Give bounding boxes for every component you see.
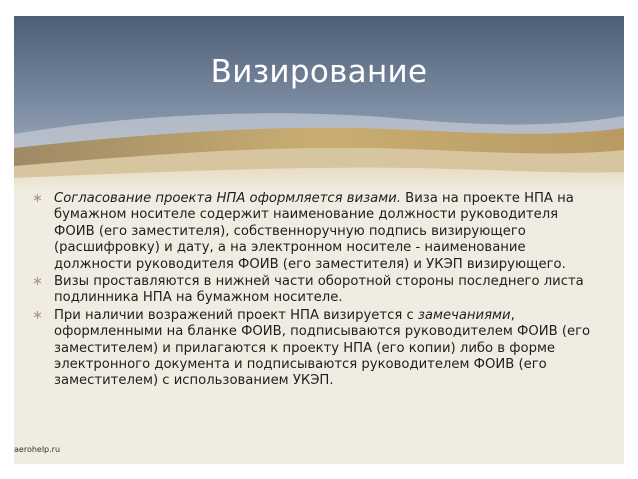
bullet-text: Виза на проекте НПА на бумажном носителе содержит наименование должности руководителя ФОИВ (его заместителя), собственноручную подпись визирующего (расшифровку) и дату, а на электронном носителе - наименование должности руководителя ФОИВ (его заместителя) и УКЭП визирующего.: [54, 191, 574, 272]
title-banner: [14, 16, 624, 191]
bullet-italic-lead: Согласование проекта НПА оформляется визами.: [54, 191, 401, 206]
bullet-item-objections: [32, 308, 592, 390]
source-footer: aerohelp.ru: [14, 445, 61, 454]
asterisk-bullet-icon: ∗: [32, 274, 43, 290]
asterisk-bullet-icon: ∗: [32, 191, 43, 206]
slide: [14, 16, 624, 464]
bullet-text-before: При наличии возражений проект НПА визируется с: [54, 307, 418, 323]
bullet-item-placement: [32, 274, 592, 307]
bullet-italic-remarks: замечаниями: [417, 307, 511, 323]
bullet-text: Визы проставляются в нижней части оборотной стороны последнего листа подлинника НПА на бумажном носителе.: [54, 274, 584, 306]
bullet-list: [32, 191, 592, 391]
bullet-item-approval: [32, 191, 592, 273]
slide-title: Визирование: [210, 54, 428, 90]
asterisk-bullet-icon: ∗: [32, 307, 43, 323]
bullet-text-after: , оформленными на бланке ФОИВ, подписываются руководителем ФОИВ (его заместителем) и прилагаются к проекту НПА (его копии) либо в форме электронного документа и подписываются руководителем ФОИВ (его заместителем) с использованием УКЭП.: [54, 307, 591, 389]
banner-graphic: [14, 16, 624, 191]
